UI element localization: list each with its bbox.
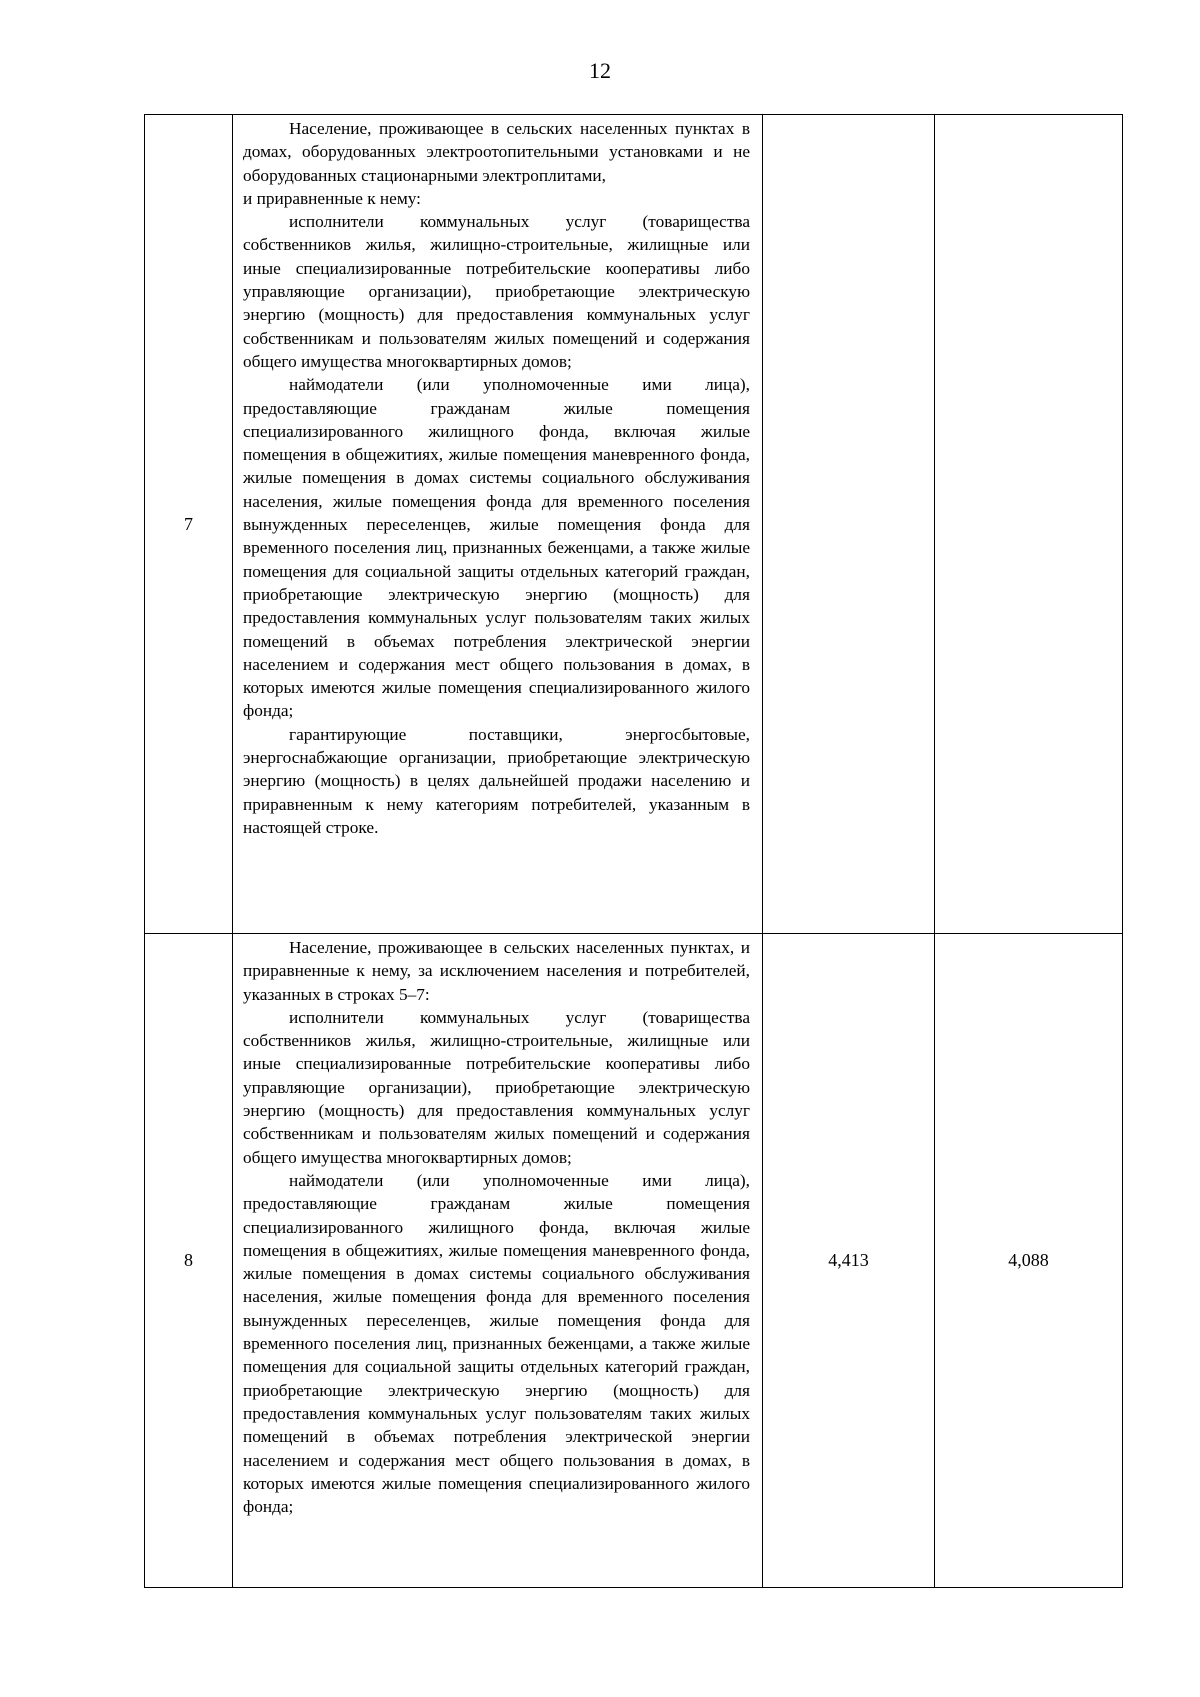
table-row: [145, 934, 1123, 1588]
row-value-2: [935, 115, 1123, 934]
description-paragraph: наймодатели (или уполномоченные ими лица), предоставляющие гражданам жилые помещения специализированного жилищного фонда, включая жилые помещения в общежитиях, жилые помещения маневренного фонда, жилые помещения в домах системы социального обслуживания населения, жилые помещения фонда для временного поселения вынужденных переселенцев, жилые помещения фонда для временного поселения лиц, признанных беженцами, а также жилые помещения для социальной защиты отдельных категорий граждан, приобретающие электрическую энергию (мощность) для предоставления коммунальных услуг пользователям таких жилых помещений в объемах потребления электрической энергии населением и содержания мест общего пользования в домах, в которых имеются жилые помещения специализированного жилого фонда;: [243, 375, 750, 721]
description-paragraph: Население, проживающее в сельских населенных пунктах в домах, оборудованных электроотопительными установками и не оборудованных стационарными электроплитами,: [243, 119, 750, 185]
description-paragraph: исполнители коммунальных услуг (товарищества собственников жилья, жилищно-строительные, жилищные или иные специализированные потребительские кооперативы либо управляющие организации), приобретающие электрическую энергию (мощность) для предоставления коммунальных услуг собственникам и пользователям жилых помещений и содержания общего имущества многоквартирных домов;: [243, 1007, 750, 1167]
page-number: 12: [589, 58, 611, 83]
row-value-2: 4,088: [935, 934, 1123, 1588]
tariff-table: [144, 114, 1123, 1588]
description-paragraph: гарантирующие поставщики, энергосбытовые, энергоснабжающие организации, приобретающие электрическую энергию (мощность) в целях дальнейшей продажи населению и приравненным к нему категориям потребителей, указанным в настоящей строке.: [243, 724, 750, 837]
table-row: [145, 115, 1123, 934]
row-number: 7: [145, 115, 233, 934]
description-paragraph: исполнители коммунальных услуг (товарищества собственников жилья, жилищно-строительные, жилищные или иные специализированные потребительские кооперативы либо управляющие организации), приобретающие электрическую энергию (мощность) для предоставления коммунальных услуг собственникам и пользователям жилых помещений и содержания общего имущества многоквартирных домов;: [243, 212, 750, 371]
row-description: [233, 115, 763, 934]
description-paragraph: Население, проживающее в сельских населенных пунктах, и приравненные к нему, за исключением населения и потребителей, указанных в строках 5–7:: [243, 938, 750, 1004]
row-description: [233, 934, 763, 1588]
row-value-1: [763, 115, 935, 934]
description-paragraph: наймодатели (или уполномоченные ими лица), предоставляющие гражданам жилые помещения специализированного жилищного фонда, включая жилые помещения в общежитиях, жилые помещения маневренного фонда, жилые помещения в домах системы социального обслуживания населения, жилые помещения фонда для временного поселения вынужденных переселенцев, жилые помещения фонда для временного поселения лиц, признанных беженцами, а также жилые помещения для социальной защиты отдельных категорий граждан, приобретающие электрическую энергию (мощность) для предоставления коммунальных услуг пользователям таких жилых помещений в объемах потребления электрической энергии населением и содержания мест общего пользования в домах, в которых имеются жилые помещения специализированного жилого фонда;: [243, 1170, 750, 1517]
row-number: 8: [145, 934, 233, 1588]
description-paragraph: и приравненные к нему:: [243, 188, 421, 208]
row-value-1: 4,413: [763, 934, 935, 1588]
